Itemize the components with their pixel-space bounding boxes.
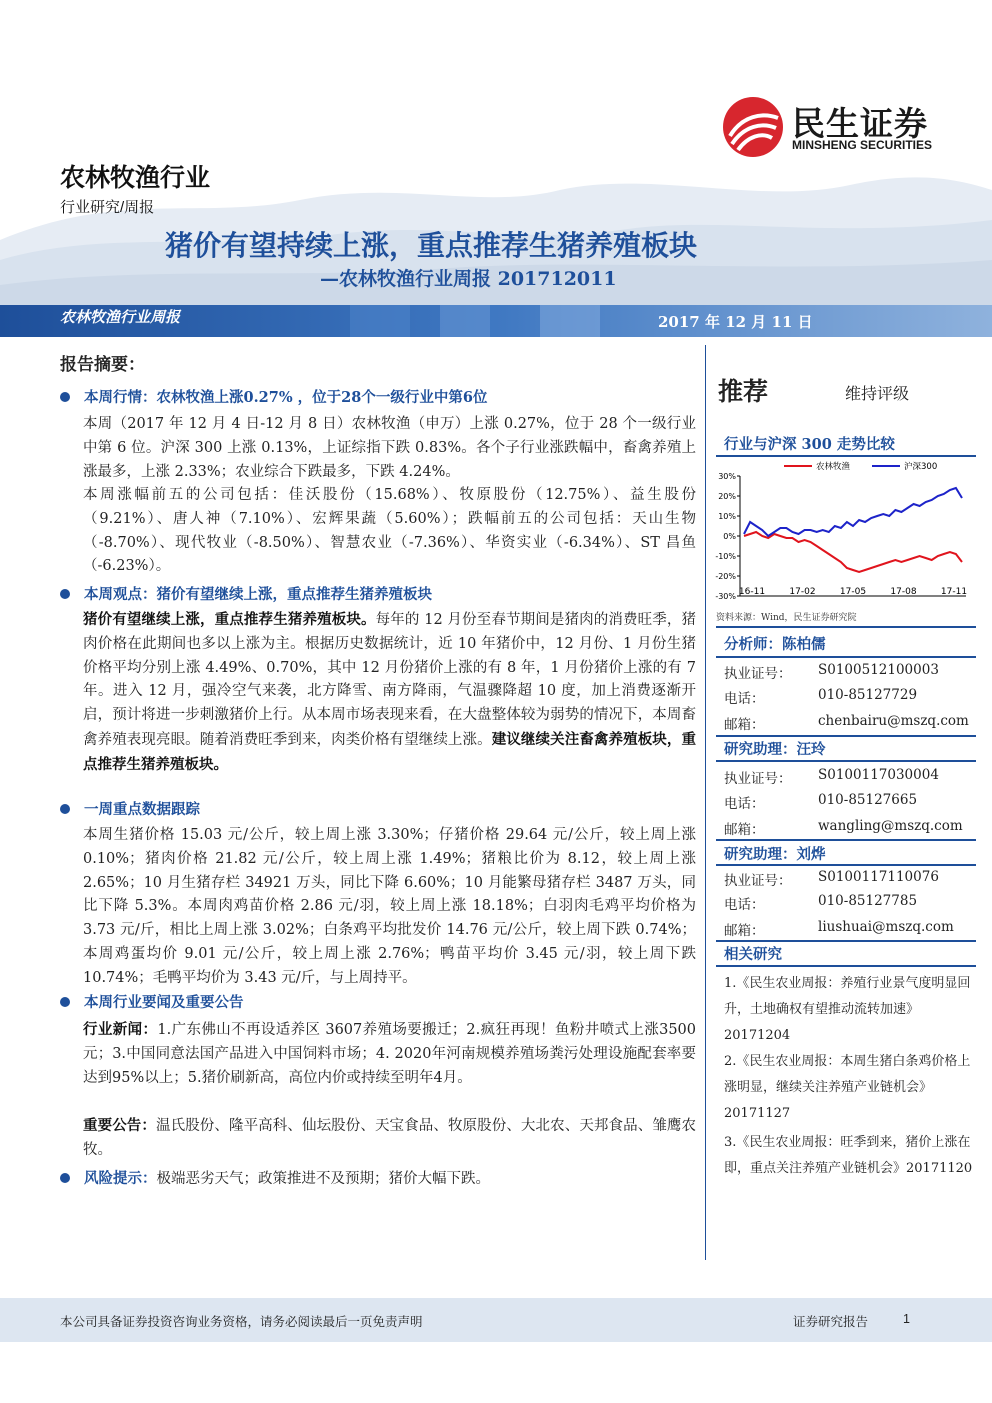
y-tick-label: 20% — [718, 492, 736, 501]
trend-chart — [714, 458, 976, 606]
legend-label: 沪深300 — [904, 462, 938, 472]
column-divider — [705, 345, 706, 1260]
divider — [716, 760, 976, 762]
minsheng-logo-icon — [722, 96, 784, 158]
divider — [716, 864, 976, 866]
report-title: 猪价有望持续上涨，重点推荐生猪养殖板块 — [165, 230, 698, 261]
x-tick-label: 17-08 — [890, 587, 917, 597]
recommend-label: 推荐 — [718, 378, 769, 406]
bullet-icon — [60, 1173, 70, 1183]
view-body: 每年的 12 月份至春节期间是猪肉的消费旺季，猪肉价格在此期间也多以上涨为主。根据历史数据统计，近 10 年猪价中，12 月份、1 月份生猪价格平均分别上涨 4.49%、0.70%，其中 12 月份猪价上涨的有 8 年，1 月份猪价上涨的有 7 年。进入 12 月，强冷空气来袭，北方降雪、南方降雨，气温骤降超 10 度，加上消费逐渐开启，预计将进一步刺激猪价上行。从本周市场表现来看，在大盘整体较为弱势的情况下，本周畜禽养殖表现亮眼。随着消费旺季到来，肉类价格有望继续上涨。 — [83, 612, 697, 748]
chart-title: 行业与沪深 300 走势比较 — [724, 436, 895, 453]
related-item-1[interactable]: 1.《民生农业周报：养殖行业景气度明显回升，土地确权有望推动流转加速》20171204 — [724, 976, 971, 1043]
report-type: 行业研究/周报 — [60, 199, 155, 216]
page-number: 1 — [903, 1312, 910, 1326]
assistant1-heading: 研究助理：汪玲 — [724, 741, 826, 758]
analyst-heading: 分析师：陈柏儒 — [724, 636, 826, 653]
view-paragraph — [83, 608, 696, 778]
risk-text: 极端恶劣天气；政策推进不及预期；猪价大幅下跌。 — [156, 1171, 490, 1187]
news-label: 行业新闻： — [83, 1021, 158, 1038]
x-tick-label: 17-05 — [839, 587, 867, 597]
footer-doc-type: 证券研究报告 — [793, 1315, 869, 1329]
notice-label: 重要公告： — [83, 1117, 156, 1134]
notice-text: 温氏股份、隆平高科、仙坛股份、天宝食品、牧原股份、大北农、天邦食品、雏鹰农牧。 — [83, 1118, 697, 1158]
divider — [716, 965, 976, 967]
divider — [716, 455, 976, 457]
risk-line — [60, 1167, 490, 1188]
y-tick-label: -30% — [715, 592, 736, 601]
summary-heading: 报告摘要： — [60, 355, 145, 375]
divider — [716, 626, 976, 628]
y-tick-label: 0% — [723, 532, 736, 541]
news-text: 1.广东佛山不再设适养区 3607养殖场要搬迁；2.疯狂再现！鱼粉井喷式上涨3500元；3.中国同意法国产品进入中国饲料市场；4. 2020年河南规模养殖场粪污处理设施配套率要达到95%以上；5.猪价刷新高，高位内价或持续至明年4月。 — [83, 1022, 697, 1086]
x-tick-label: 17-11 — [940, 587, 968, 597]
bullet-icon — [60, 997, 70, 1007]
section-heading-data: 一周重点数据跟踪 — [60, 798, 200, 819]
x-tick-label: 17-02 — [789, 587, 816, 597]
risk-label: 风险提示： — [84, 1170, 157, 1187]
legend-label: 农林牧渔 — [816, 462, 851, 472]
y-tick-label: 30% — [718, 472, 736, 481]
related-item-3[interactable]: 3.《民生农业周报：旺季到来，猪价上涨在即，重点关注养殖产业链机会》20171120 — [724, 1135, 973, 1176]
industry-label: 农林牧渔行业 — [60, 164, 211, 192]
y-tick-label: 10% — [718, 512, 736, 521]
related-heading: 相关研究 — [724, 946, 782, 963]
view-lead: 猪价有望继续上涨，重点推荐生猪养殖板块。 — [83, 611, 376, 628]
x-tick-label: 16-11 — [738, 587, 766, 597]
divider — [716, 656, 976, 658]
assistant2-heading: 研究助理：刘烨 — [724, 846, 826, 863]
divider — [716, 839, 976, 841]
brand-name-cn: 民生证券 — [792, 105, 928, 142]
related-item-2[interactable]: 2.《民生农业周报：本周生猪白条鸡价格上涨明显，继续关注养殖产业链机会》20171127 — [724, 1054, 971, 1121]
data-paragraph: 本周生猪价格 15.03 元/公斤，较上周上涨 3.30%；仔猪价格 29.64 元/公斤，较上周上涨 0.10%；猪肉价格 21.82 元/公斤，较上周上涨 1.49%；猪粮比价为 8.12，较上周上涨 2.65%；10 月生猪存栏 34921 万头，同比下降 6.60%；10 月能繁母猪存栏 3487 万头，同比下降 5.3%。本周肉鸡苗价格 2.86 元/羽，较上周上涨 18.18%；白羽肉毛鸡平均价格为 3.73 元/斤，相比上周上涨 3.02%；白条鸡平均批发价 14.76 元/公斤，较上周下跌 0.74%；本周鸡蛋均价 9.01 元/公斤，较上周上涨 2.76%；鸭苗平均价 3.45 元/羽，较上周下跌 10.74%；毛鸭平均价为 3.43 元/斤，与上周持平。 — [83, 827, 696, 986]
brand-name-en: MINSHENG SECURITIES — [792, 138, 933, 152]
section-heading-market: 本周行情：农林牧渔上涨0.27% ，位于28个一级行业中第6位 — [60, 386, 487, 407]
divider — [716, 940, 976, 942]
market-paragraph-1: 本周（2017 年 12 月 4 日-12 月 8 日）农林牧渔（申万）上涨 0.27%，位于 28 个一级行业中第 6 位。沪深 300 上涨 0.13%，上证综指下跌 0.83%。各个子行业涨跌幅中，畜禽养殖上涨最多，上涨 2.33%；农业综合下跌最多，下跌 4.24%。 — [83, 416, 696, 480]
news-paragraph — [83, 1018, 696, 1090]
bullet-icon — [60, 804, 70, 814]
divider — [716, 735, 976, 737]
notice-paragraph — [83, 1114, 696, 1163]
market-paragraph-2: 本周涨幅前五的公司包括：佳沃股份（15.68%）、牧原股份（12.75%）、益生股份（9.21%）、唐人神（7.10%）、宏辉果蔬（5.60%）；跌幅前五的公司包括：天山生物（-8.70%）、现代牧业（-8.50%）、智慧农业（-7.36%）、华资实业（-6.34%）、ST 昌鱼（-6.23%）。 — [83, 487, 696, 575]
bullet-icon — [60, 392, 70, 402]
report-date: 2017 年 12 月 11 日 — [658, 313, 813, 331]
report-subtitle: —农林牧渔行业周报 201712011 — [320, 268, 617, 290]
y-tick-label: -20% — [715, 572, 736, 581]
view-tail: 建议继续关注畜禽养殖板块，重点推荐生猪养殖板块。 — [83, 730, 697, 773]
bullet-icon — [60, 589, 70, 599]
brand-logo — [722, 96, 962, 158]
footer-disclaimer: 本公司具备证券投资咨询业务资格，请务必阅读最后一页免责声明 — [60, 1315, 423, 1329]
chart-source: 资料来源：Wind，民生证券研究院 — [716, 613, 857, 623]
banner-left-text: 农林牧渔行业周报 — [60, 308, 181, 326]
rating-label: 维持评级 — [845, 386, 910, 403]
series-line-hs300 — [744, 488, 962, 536]
y-tick-label: -10% — [715, 552, 736, 561]
section-heading-view: 本周观点：猪价有望继续上涨，重点推荐生猪养殖板块 — [60, 583, 432, 604]
series-line-agri — [744, 532, 962, 572]
section-heading-news: 本周行业要闻及重要公告 — [60, 991, 244, 1012]
